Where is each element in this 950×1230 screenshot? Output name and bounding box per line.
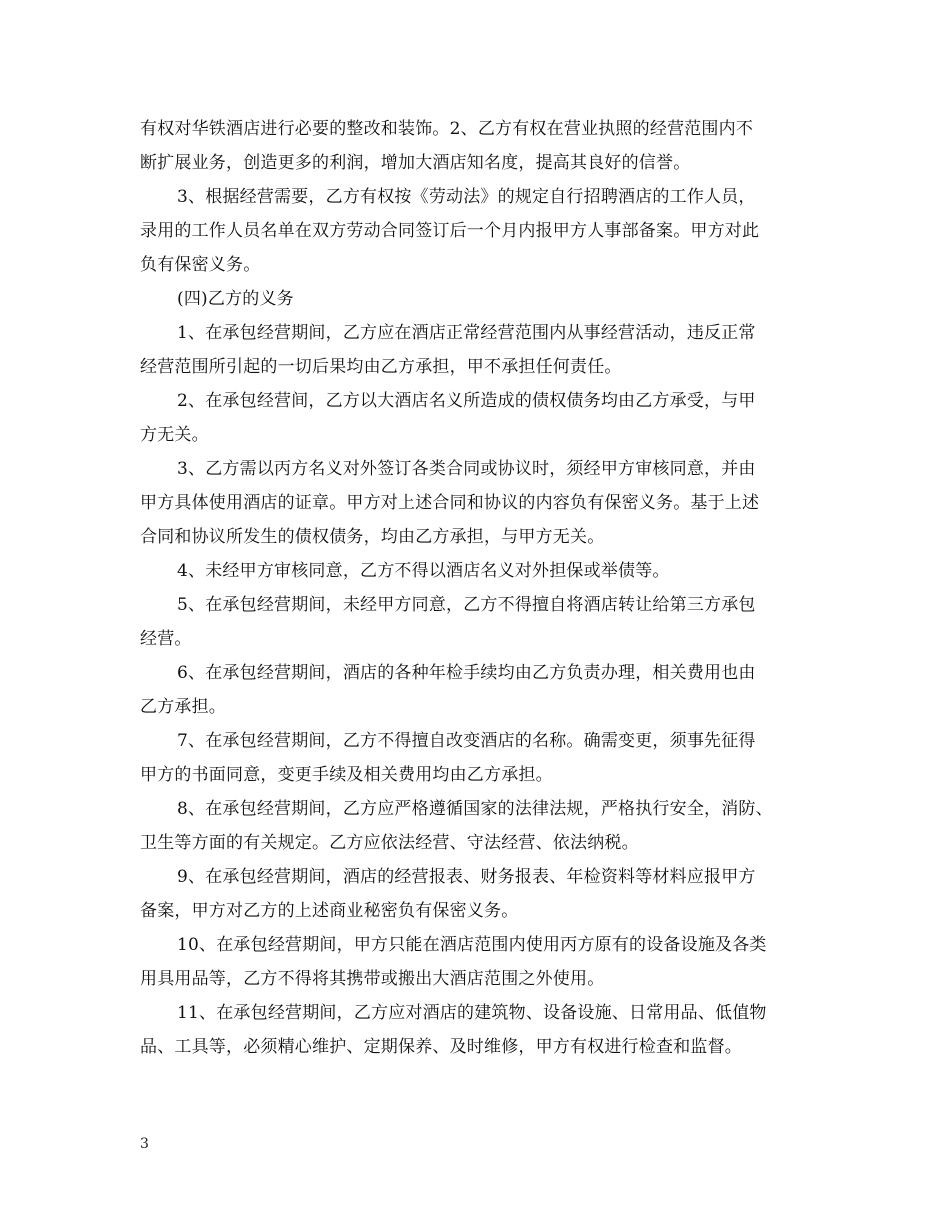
document-body (140, 112, 820, 1064)
text-line: 3、乙方需以丙方名义对外签订各类合同或协议时，须经甲方审核同意，并由 (177, 459, 756, 479)
text-line: 4、未经甲方审核同意，乙方不得以酒店名义对外担保或举债等。 (177, 561, 670, 581)
text-line: 8、在承包经营期间，乙方应严格遵循国家的法律法规，严格执行安全，消防、 (177, 799, 773, 819)
text-line: 品、工具等，必须精心维护、定期保养、及时维修，甲方有权进行检查和监督。 (140, 1037, 742, 1057)
text-line: 录用的工作人员名单在双方劳动合同签订后一个月内报甲方人事部备案。甲方对此 (140, 221, 760, 241)
page-number: 3 (140, 1136, 149, 1152)
text-line: 断扩展业务，创造更多的利润，增加大酒店知名度，提高其良好的信誉。 (140, 153, 691, 173)
text-line: 有权对华铁酒店进行必要的整改和装饰。2、乙方有权在营业执照的经营范围内不 (140, 119, 754, 139)
text-line: 用具用品等，乙方不得将其携带或搬出大酒店范围之外使用。 (140, 969, 605, 989)
text-line: 5、在承包经营期间，未经甲方同意，乙方不得擅自将酒店转让给第三方承包 (177, 595, 756, 615)
text-line: 3、根据经营需要，乙方有权按《劳动法》的规定自行招聘酒店的工作人员， (177, 187, 756, 207)
text-line: 11、在承包经营期间，乙方应对酒店的建筑物、设备设施、日常用品、低值物 (177, 1003, 767, 1023)
text-line: 乙方承担。 (140, 697, 226, 717)
section-heading: (四)乙方的义务 (177, 289, 294, 309)
text-line: 合同和协议所发生的债权债务，均由乙方承担，与甲方无关。 (140, 527, 605, 547)
text-line: 备案，甲方对乙方的上述商业秘密负有保密义务。 (140, 901, 519, 921)
text-line: 卫生等方面的有关规定。乙方应依法经营、守法经营、依法纳税。 (140, 833, 639, 853)
text-line: 2、在承包经营间，乙方以大酒店名义所造成的债权债务均由乙方承受，与甲 (177, 391, 756, 411)
text-line: 甲方的书面同意，变更手续及相关费用均由乙方承担。 (140, 765, 553, 785)
text-line: 9、在承包经营期间，酒店的经营报表、财务报表、年检资料等材料应报甲方 (177, 867, 756, 887)
text-line: 负有保密义务。 (140, 255, 261, 275)
text-line: 经营。 (140, 629, 192, 649)
text-line: 10、在承包经营期间，甲方只能在酒店范围内使用丙方原有的设备设施及各类 (177, 935, 767, 955)
text-line: 6、在承包经营期间，酒店的各种年检手续均由乙方负责办理，相关费用也由 (177, 663, 756, 683)
text-line: 方无关。 (140, 425, 209, 445)
text-line: 甲方具体使用酒店的证章。甲方对上述合同和协议的内容负有保密义务。基于上述 (140, 493, 760, 513)
text-line: 1、在承包经营期间，乙方应在酒店正常经营范围内从事经营活动，违反正常 (177, 323, 756, 343)
text-line: 经营范围所引起的一切后果均由乙方承担，甲不承担任何责任。 (140, 357, 622, 377)
text-line: 7、在承包经营期间，乙方不得擅自改变酒店的名称。确需变更，须事先征得 (177, 731, 756, 751)
